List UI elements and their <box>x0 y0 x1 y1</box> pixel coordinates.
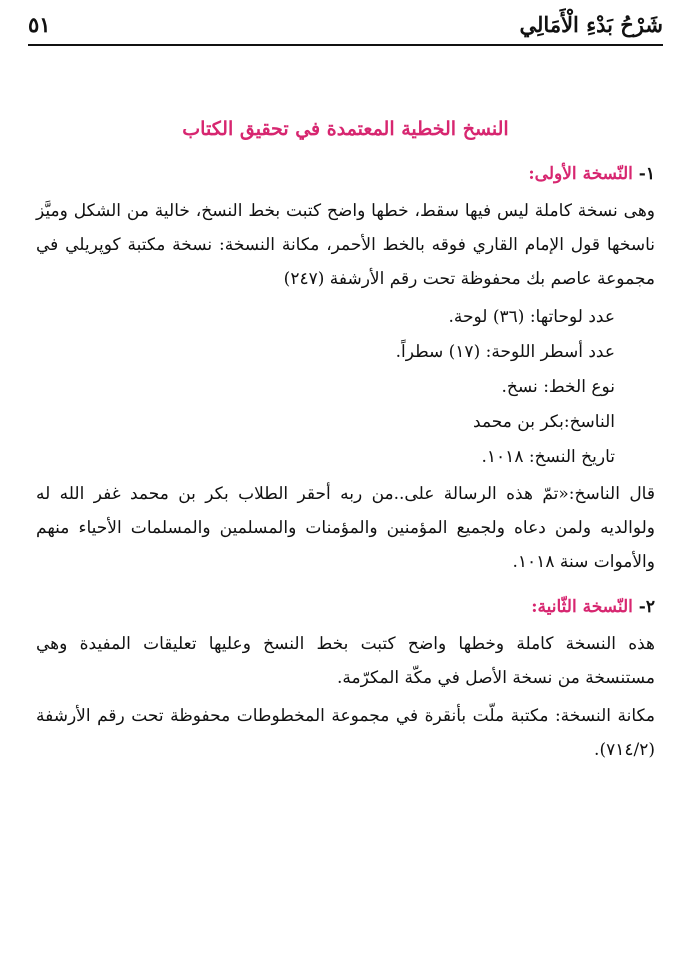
copy-1-detail-date: تاريخ النسخ: ١٠١٨. <box>481 447 615 467</box>
copy-2-paragraph: هذه النسخة كاملة وخطها واضح كتبت بخط النسخ وعليها تعليقات المفيدة وهي مستنسخة من نسخة الأصل في مكّة المكرّمة. <box>36 634 655 688</box>
copy-1-colophon: قال الناسخ:«تمّ هذه الرسالة على..من ربه أحقر الطلاب بكر بن محمد غفر الله له ولوالديه ولمن دعاه ولجميع المؤمنين والمؤمنات والمسلمين والمسلمات الأحياء منهم والأموات سنة ١٠١٨. <box>36 484 655 572</box>
copy-2-title: النّسخة الثّانية: <box>531 597 633 617</box>
section-title: النسخ الخطية المعتمدة في تحقيق الكتاب <box>182 118 509 140</box>
copy-2-heading <box>36 593 655 621</box>
page-content <box>36 94 655 771</box>
copy-1-detail-pages: عدد لوحاتها: (٣٦) لوحة. <box>448 307 615 327</box>
copy-2-location: مكانة النسخة: مكتبة ملّت بأنقرة في مجموعة المخطوطات محفوظة تحت رقم الأرشفة (٧١٤/٢). <box>36 706 655 760</box>
copy-1-title: النّسخة الأولى: <box>528 164 633 184</box>
copy-2-number: ٢- <box>638 597 655 617</box>
copy-1-detail-copyist: الناسخ:بكر بن محمد <box>473 412 615 432</box>
copy-1-detail-script: نوع الخط: نسخ. <box>501 377 615 397</box>
page-header <box>28 10 663 46</box>
running-title: شَرْحُ بَدْءِ الْأَمَالِي <box>519 12 663 37</box>
copy-1-detail-lines: عدد أسطر اللوحة: (١٧) سطراً. <box>395 342 615 362</box>
copy-1-heading <box>36 160 655 188</box>
copy-1-paragraph: وهى نسخة كاملة ليس فيها سقط، خطها واضح كتبت بخط النسخ، خالية من الشكل وميَّز ناسخها قول الإمام القاري فوقه بالخط الأحمر، مكانة النسخة: نسخة مكتبة كوپريلي في مجموعة عاصم بك محفوظة تحت رقم الأرشفة (٢٤٧) <box>36 201 655 289</box>
page-number: ٥١ <box>28 12 51 37</box>
copy-1-number: ١- <box>638 164 655 184</box>
